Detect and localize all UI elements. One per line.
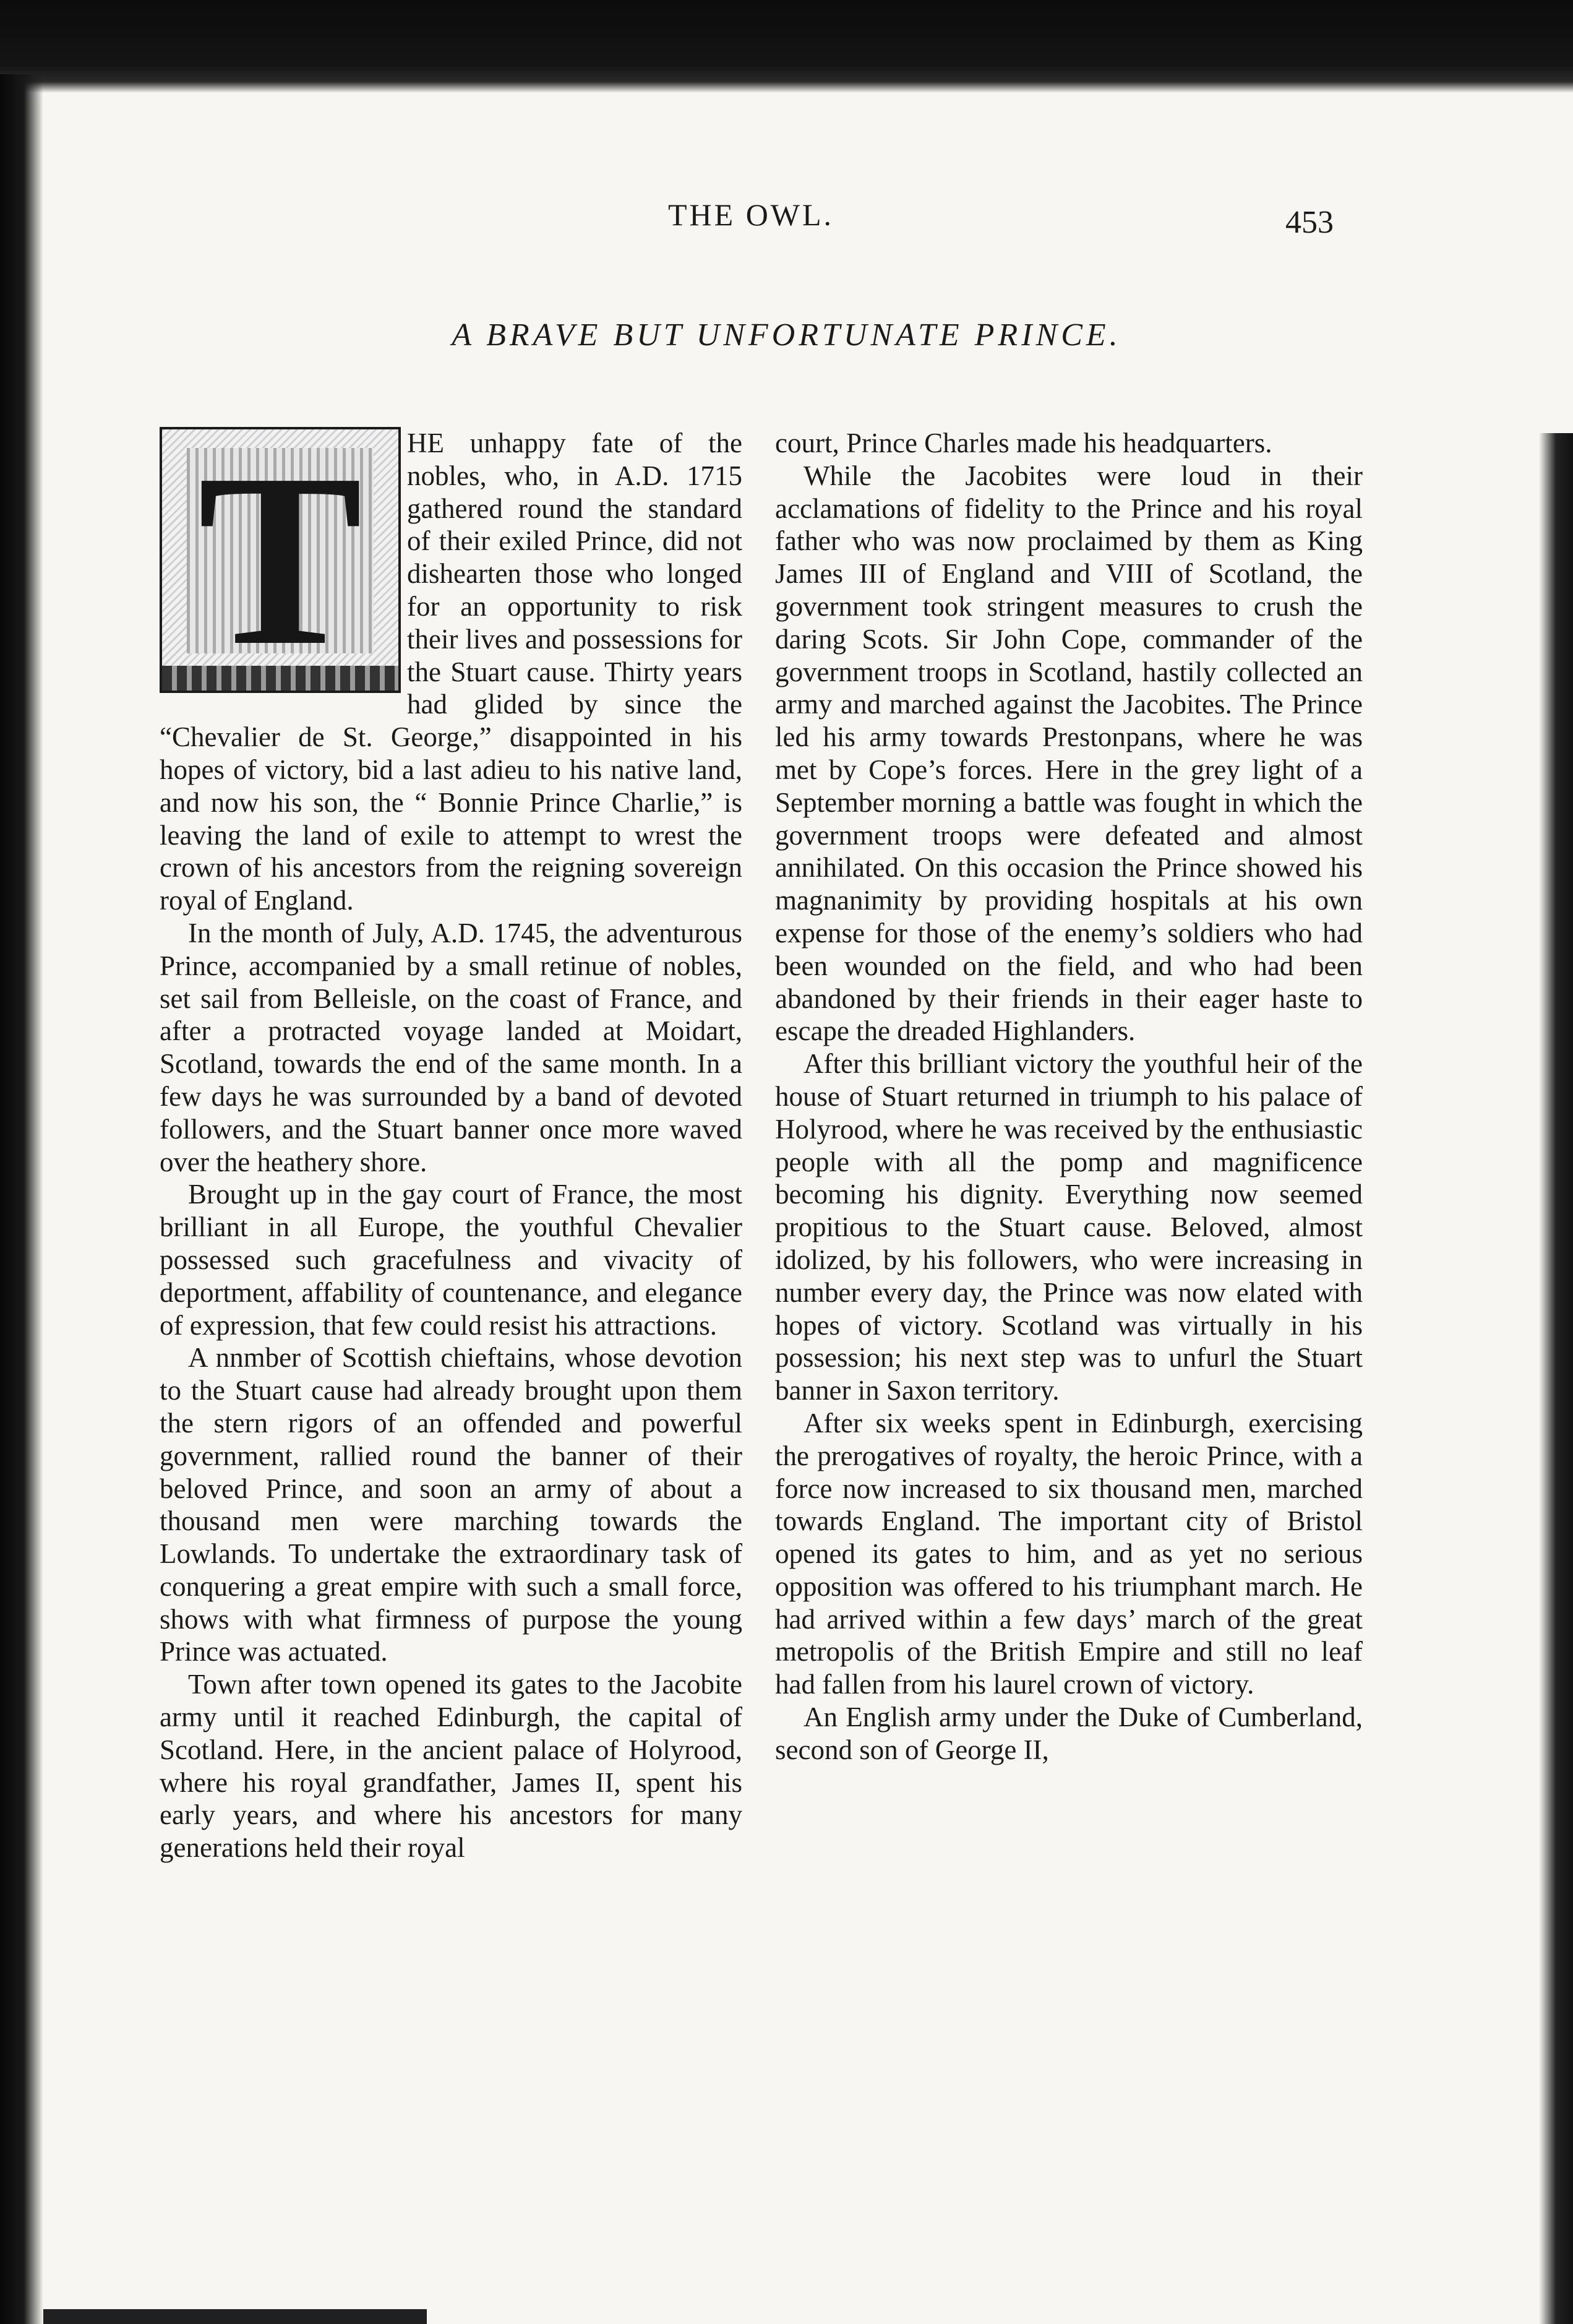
right-column	[775, 427, 1363, 1767]
page-number: 453	[1285, 205, 1334, 240]
scan-border-right	[1539, 433, 1573, 2324]
scan-border-bottom	[43, 2309, 427, 2324]
article-title: A BRAVE BUT UNFORTUNATE PRINCE.	[452, 317, 1121, 353]
paragraph: After this brilliant victory the youthful heir of the house of Stuart returned in triumph to his palace of Holyrood, where he was received by the enthusiastic people with all the pomp and magnificence becoming his dignity. Everything now seemed propitious to the Stuart cause. Beloved, almost idolized, by his followers, who were increasing in number every day, the Prince was now elated with hopes of victory. Scotland was virtually in his possession; his next step was to unfurl the Stuart banner in Saxon territory.	[775, 1048, 1363, 1406]
paragraph: A nnmber of Scottish chieftains, whose devotion to the Stuart cause had already brought upon them the stern rigors of an offended and powerful government, rallied round the banner of their beloved Prince, and soon an army of about a thousand men were marching towards the Lowlands. To undertake the extraordinary task of conquering a great empire with such a small force, shows with what firmness of purpose the young Prince was actuated.	[160, 1342, 742, 1668]
paragraph: Town after town opened its gates to the Jacobite army until it reached Edinburgh, the capital of Scotland. Here, in the ancient palace of Holyrood, where his royal grandfather, James II, spent his early years, and where his ancestors for many generations held their royal	[160, 1669, 742, 1864]
scan-border-top	[0, 0, 1573, 93]
paragraph: An English army under the Duke of Cumberland, second son of George II,	[775, 1702, 1363, 1765]
drop-cap-letter: T	[197, 423, 363, 697]
paragraph-continuation: court, Prince Charles made his headquarters.	[775, 428, 1272, 458]
paragraph: HE unhappy fate of the nobles, who, in A.D. 1715 gathered round the standard of their exiled Prince, did not dishearten those who longed for an opportunity to risk their lives and possessions for the Stuart cause. Thirty years had glided by since the “Chevalier de St. George,” disappointed in his hopes of victory, bid a last adieu to his native land, and now his son, the “ Bonnie Prince Charlie,” is leaving the land of exile to attempt to wrest the crown of his ancestors from the reigning sovereign royal of England.	[160, 428, 742, 916]
paragraph: In the month of July, A.D. 1745, the adventurous Prince, accompanied by a small retinue of nobles, set sail from Belleisle, on the coast of France, and after a protracted voyage landed at Moidart, Scotland, towards the end of the same month. In a few days he was surrounded by a band of devoted followers, and the Stuart banner once more waved over the heathery shore.	[160, 917, 742, 1177]
scan-border-left	[0, 74, 43, 2324]
drop-cap-ornament	[160, 423, 401, 697]
running-title: THE OWL.	[668, 197, 834, 232]
paragraph: While the Jacobites were loud in their acclamations of fidelity to the Prince and his royal father who was now proclaimed by them as King James III of England and VIII of Scotland, the government took stringent measures to crush the daring Scots. Sir John Cope, commander of the government troops in Scotland, hastily collected an army and marched against the Jacobites. The Prince led his army towards Prestonpans, where he was met by Cope’s forces. Here in the grey light of a September morning a battle was fought in which the government troops were defeated and almost annihilated. On this occasion the Prince showed his magnanimity by providing hospitals at his own expense for those of the enemy’s soldiers who had been wounded on the field, and who had been abandoned by their friends in their eager haste to escape the dreaded Highlanders.	[775, 460, 1363, 1047]
left-column	[160, 423, 742, 1864]
paragraph: Brought up in the gay court of France, the most brilliant in all Europe, the youthful Chevalier possessed such gracefulness and vivacity of deportment, affability of countenance, and elegance of expression, that few could resist his attractions.	[160, 1179, 742, 1341]
paragraph: After six weeks spent in Edinburgh, exercising the prerogatives of royalty, the heroic Prince, with a force now increased to six thousand men, marched towards England. The important city of Bristol opened its gates to him, and as yet no serious opposition was offered to his triumphant march. He had arrived within a few days’ march of the great metropolis of the British Empire and still no leaf had fallen from his laurel crown of victory.	[775, 1407, 1363, 1700]
